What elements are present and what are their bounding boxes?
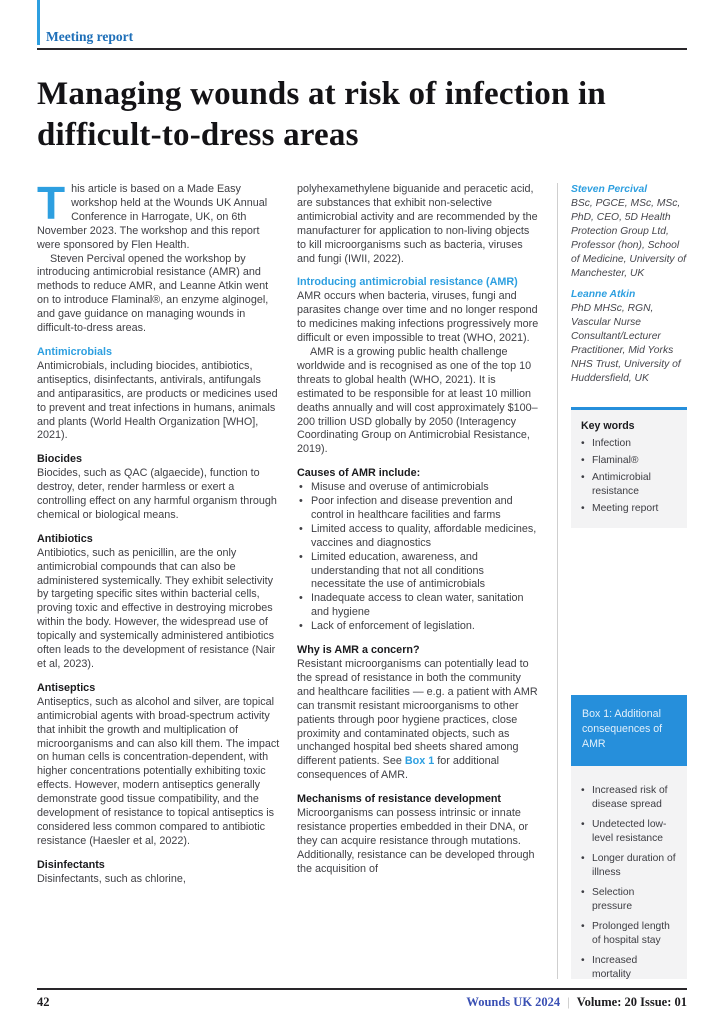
paragraph-mechanisms: Microorganisms can possess intrinsic or innate resistance properties embedded in their DNA, or they can acquire resistance through mutations. Additionally, resistance can be developed through the acquisition of [297, 807, 535, 875]
keywords-title: Key words [581, 420, 635, 432]
list-item: • Increased mortality [581, 954, 677, 979]
page-footer [37, 988, 687, 1010]
paragraph-biocides: Biocides, such as QAC (algaecide), function to destroy, deter, render harmless or exert a controlling effect on any harmful organism through chemical or biological means. [37, 467, 277, 521]
box1-list [581, 784, 677, 979]
heading-antimicrobials: Antimicrobials [37, 345, 112, 358]
intro-paragraph [37, 183, 280, 253]
list-item: • Infection [581, 437, 677, 451]
heading-antibiotics: Antibiotics [37, 532, 93, 545]
intro-text: his article is based on a Made Easy workshop held at the Wounds UK Annual Conference in Harrogate, UK, on 6th November 2023. The workshop and this report were sponsored by Flen Health. [37, 183, 268, 251]
box1 [571, 695, 687, 979]
paragraph-antiseptics: Antiseptics, such as alcohol and silver, are topical antimicrobial agents with broad-spectrum activity that inhibit the growth and multiplication of microorganisms and can also kill them. The impact on human cells is concentration-dependent, with higher concentrations potentially exhibiting toxic effects. However, modern antiseptics generally demonstrate good tissue compatibility, and the development of resistance to topical antiseptics is considered less common compared to antibiotic resistance (Haesler et al, 2022). [37, 695, 280, 847]
article-title-line1: Managing wounds at risk of infection in [37, 76, 606, 112]
list-item: • Lack of enforcement of legislation. [297, 620, 540, 634]
keywords-list [581, 437, 677, 516]
paragraph-disinfectants: Disinfectants, such as chlorine, [37, 872, 186, 885]
list-item: • Misuse and overuse of antimicrobials [297, 481, 540, 495]
paragraph-disinfectants-continued: polyhexamethylene biguanide and peracetic acid, are substances that exhibit non-selective antimicrobial activity and are recommended by the manufacturer for application to non-living objects to kill microorganisms such as bacteria, viruses and fungi (IWII, 2022). [297, 183, 538, 265]
column-1 [37, 183, 280, 979]
volume-issue: Volume: 20 Issue: 01 [576, 995, 687, 1009]
column-2 [297, 183, 540, 979]
eyebrow-accent-bar [37, 0, 40, 45]
footer-separator: | [567, 995, 570, 1009]
list-item: • Limited access to quality, affordable medicines, vaccines and diagnostics [297, 523, 540, 551]
list-item: • Poor infection and disease prevention and control in healthcare facilities and farms [297, 495, 540, 523]
heading-causes-of-amr: Causes of AMR include: [297, 467, 421, 480]
heading-mechanisms: Mechanisms of resistance development [297, 793, 502, 806]
heading-antiseptics: Antiseptics [37, 681, 96, 694]
author-credentials-2: PhD MHSc, RGN, Vascular Nurse Consultant/Lecturer Practitioner, Mid Yorks NHS Trust, University of Huddersfield, UK [571, 303, 681, 384]
box1-title: Box 1: Additional consequences of AMR [571, 695, 687, 766]
list-item: • Increased risk of disease spread [581, 784, 677, 812]
article-title [37, 74, 697, 156]
page-number: 42 [37, 995, 50, 1009]
footer-journal-info [466, 995, 687, 1010]
list-item: • Inadequate access to clean water, sanitation and hygiene [297, 592, 540, 620]
heading-disinfectants: Disinfectants [37, 858, 105, 871]
author-credentials-1: BSc, PGCE, MSc, MSc, PhD, CEO, 5D Health Protection Group Ltd, Professor (hon), School of Medicine, University of Manchester, UK [571, 198, 687, 279]
box1-body [571, 766, 687, 979]
causes-list [297, 481, 540, 634]
list-item: • Flaminal® [581, 454, 677, 468]
author-name-1: Steven Percival [571, 184, 648, 195]
article-type-label: Meeting report [46, 29, 134, 44]
keywords-box [571, 407, 687, 528]
list-item: • Undetected low-level resistance [581, 818, 677, 846]
paragraph-antibiotics: Antibiotics, such as penicillin, are the only antimicrobial compounds that can also be administered systemically. They exhibit selectivity by targeting specific sites within bacterial cells, proving toxic and effective in destroying microbes within the body. However, the widespread use of topically and systemically administered antibiotics often leads to the development of resistance (Nair et al, 2023). [37, 546, 276, 670]
list-item: • Longer duration of illness [581, 852, 677, 880]
sidebar [557, 183, 687, 979]
heading-biocides: Biocides [37, 453, 83, 466]
heading-why-amr-concern: Why is AMR a concern? [297, 644, 420, 657]
paragraph-antimicrobials: Antimicrobials, including biocides, antibiotics, antiseptics, disinfectants, antivirals, antifungals and antiparasitics, are products or medicines used to prevent and treat infections in humans, animals and plants (World Health Organization [WHO], 2021). [37, 359, 278, 442]
intro-paragraph-2: Steven Percival opened the workshop by introducing antimicrobial resistance (AMR) and methods to reduce AMR, and Leanne Atkin went on to introduce Flaminal®, an enzyme alginogel, and gave guidance on managing wounds in difficult-to-dress areas. [37, 252, 269, 335]
article-body [37, 183, 687, 979]
list-item: • Prolonged length of hospital stay [581, 920, 677, 948]
why-text-after: for additional consequences of AMR. [297, 755, 500, 782]
header-rule [37, 48, 687, 50]
paragraph-why-amr [297, 658, 540, 783]
heading-introducing-amr: Introducing antimicrobial resistance (AMR) [297, 276, 518, 289]
article-title-line2: difficult-to-dress areas [37, 117, 359, 153]
list-item: • Antimicrobial resistance [581, 471, 677, 499]
paragraph-amr-1: AMR occurs when bacteria, viruses, fungi and parasites change over time and no longer respond to medicines making infections progressively more difficult or even impossible to treat (WHO, 2021). [297, 290, 539, 345]
paragraph-amr-2: AMR is a growing public health challenge worldwide and is recognised as one of the top 10 threats to global health (WHO, 2021). It is estimated to be responsible for at least 10 million deaths annually and will cost approximately $100–200 trillion USD globally by 2050 (Interagency Coordinating Group on Antimicrobial Resistance, 2019). [297, 345, 538, 456]
dropcap: T [37, 183, 66, 229]
list-item: • Selection pressure [581, 886, 677, 914]
why-text-before: Resistant microorganisms can potentially lead to the spread of resistance in both the community and healthcare facilities — e.g. a patient with AMR can transmit resistant microorganisms to other patients through poor hygiene practices, close proximity and contaminated objects, such as unchanged hospital bed sheets shared among different patients. See [297, 658, 538, 768]
list-item: • Limited education, awareness, and understanding that not all conditions necessitate the use of antimicrobials [297, 551, 540, 593]
author-name-2: Leanne Atkin [571, 289, 636, 300]
box1-link[interactable]: Box 1 [404, 755, 435, 768]
list-item: • Meeting report [581, 502, 677, 516]
journal-name: Wounds UK 2024 [466, 995, 561, 1009]
